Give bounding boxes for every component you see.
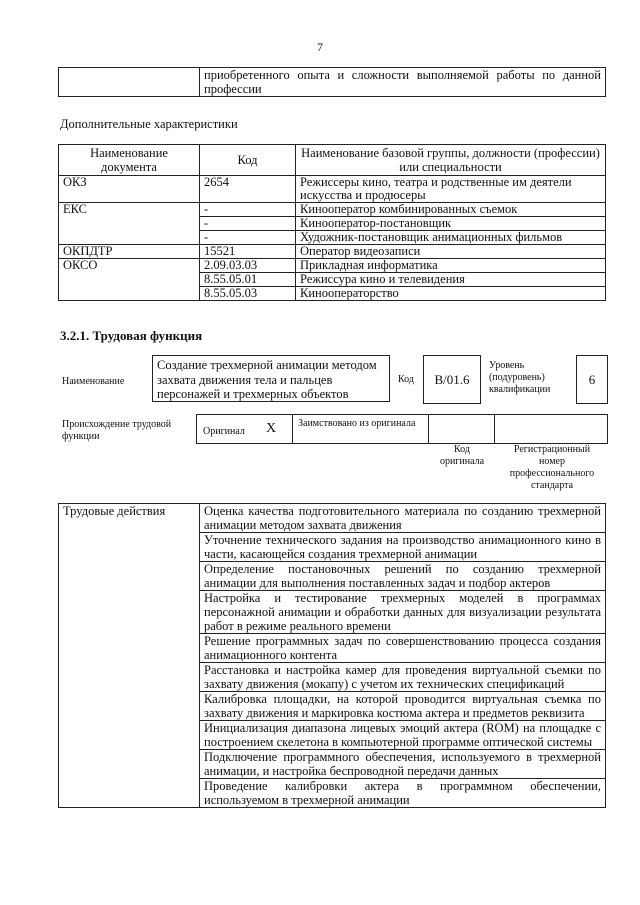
doc-cell: ОКСО: [59, 259, 200, 301]
code-cell: 8.55.05.03: [200, 287, 296, 301]
code-cell: 2.09.03.03: [200, 259, 296, 273]
top-table-empty-cell: [59, 68, 200, 97]
origin-divider: [428, 414, 429, 443]
name-cell: Режиссура кино и телевидения: [296, 273, 606, 287]
labor-action-item: Настройка и тестирование трехмерных моделей в программах персонажной анимации и обработки данных для визуализации результата работ в режиме реального времени: [200, 591, 606, 634]
doc-cell: ЕКС: [59, 203, 200, 245]
table-row: [59, 245, 606, 259]
labor-function-heading: 3.2.1. Трудовая функция: [60, 328, 203, 343]
extra-characteristics-table: [58, 144, 606, 301]
col-header-name: Наименование базовой группы, должности (профессии) или специальности: [296, 145, 606, 176]
origin-divider: [292, 414, 293, 443]
code-cell: 15521: [200, 245, 296, 259]
labor-action-item: Подключение программного обеспечения, используемого в трехмерной анимации, и настройка беспроводной передачи данных: [200, 750, 606, 779]
labor-action-item: Калибровка площадки, на которой проводится виртуальная съемка по захвату движения и маркировка костюма актера и предметов реквизита: [200, 692, 606, 721]
extra-characteristics-heading: Дополнительные характеристики: [60, 117, 238, 131]
labor-action-item: Расстановка и настройка камер для проведения виртуальной съемки по захвату движения (мокапу) с учетом их технических спецификаций: [200, 663, 606, 692]
labor-actions-table: [58, 503, 606, 808]
col-header-document: Наименование документа: [59, 145, 200, 176]
qualification-level-box: 6: [576, 355, 608, 404]
table-row: [59, 203, 606, 217]
qualification-level-label: Уровень (подуровень) квалификации: [489, 360, 551, 395]
top-continuation-table: [58, 67, 606, 97]
code-original-label: Код оригинала: [439, 444, 485, 467]
code-cell: -: [200, 217, 296, 231]
col-header-code: Код: [200, 145, 296, 176]
origin-divider: [494, 414, 495, 443]
top-table-text: приобретенного опыта и сложности выполняемой работы по данной профессии: [200, 68, 606, 97]
function-code-box: B/01.6: [423, 355, 481, 404]
table-row: [59, 176, 606, 203]
name-cell: Художник-постановщик анимационных фильмов: [296, 231, 606, 245]
name-cell: Режиссеры кино, театра и родственные им деятели искусства и продюсеры: [296, 176, 606, 203]
code-cell: -: [200, 231, 296, 245]
labor-action-item: Определение постановочных решений по созданию трехмерной анимации для выполнения поставленных задач и подбор актеров: [200, 562, 606, 591]
borrowed-label: Заимствовано из оригинала: [298, 418, 416, 429]
name-cell: Оператор видеозаписи: [296, 245, 606, 259]
table-row: [59, 504, 606, 533]
name-cell: Кинооператор-постановщик: [296, 217, 606, 231]
page-number: 7: [317, 40, 323, 54]
labor-action-item: Инициализация диапазона лицевых эмоций актера (ROM) на площадке с построением скелетона в компьютерной программе оптической системы: [200, 721, 606, 750]
origin-label: Происхождение трудовой функции: [62, 419, 172, 442]
code-cell: 8.55.05.01: [200, 273, 296, 287]
registration-number-label: Регистрационный номер профессионального стандарта: [509, 444, 595, 491]
name-label: Наименование: [62, 376, 125, 387]
name-cell: Кинооператор комбинированных съемок: [296, 203, 606, 217]
labor-action-item: Решение программных задач по совершенствованию процесса создания анимационного контента: [200, 634, 606, 663]
name-cell: Прикладная информатика: [296, 259, 606, 273]
original-label: Оригинал: [203, 426, 245, 437]
doc-cell: ОКЗ: [59, 176, 200, 203]
code-cell: 2654: [200, 176, 296, 203]
code-cell: -: [200, 203, 296, 217]
table-row: [59, 259, 606, 273]
labor-action-item: Проведение калибровки актера в программном обеспечении, используемом в трехмерной анимации: [200, 779, 606, 808]
doc-cell: ОКПДТР: [59, 245, 200, 259]
name-cell: Кинооператорство: [296, 287, 606, 301]
labor-action-item: Уточнение технического задания на производство анимационного кино в части, касающейся создания трехмерной анимации: [200, 533, 606, 562]
original-check-mark: X: [266, 421, 277, 436]
function-name-box: Создание трехмерной анимации методом захвата движения тела и пальцев персонажей и трехмерных объектов: [152, 355, 390, 402]
labor-actions-label: Трудовые действия: [59, 504, 200, 808]
code-label: Код: [398, 374, 414, 385]
labor-action-item: Оценка качества подготовительного материала по созданию трехмерной анимации методом захвата движения: [200, 504, 606, 533]
